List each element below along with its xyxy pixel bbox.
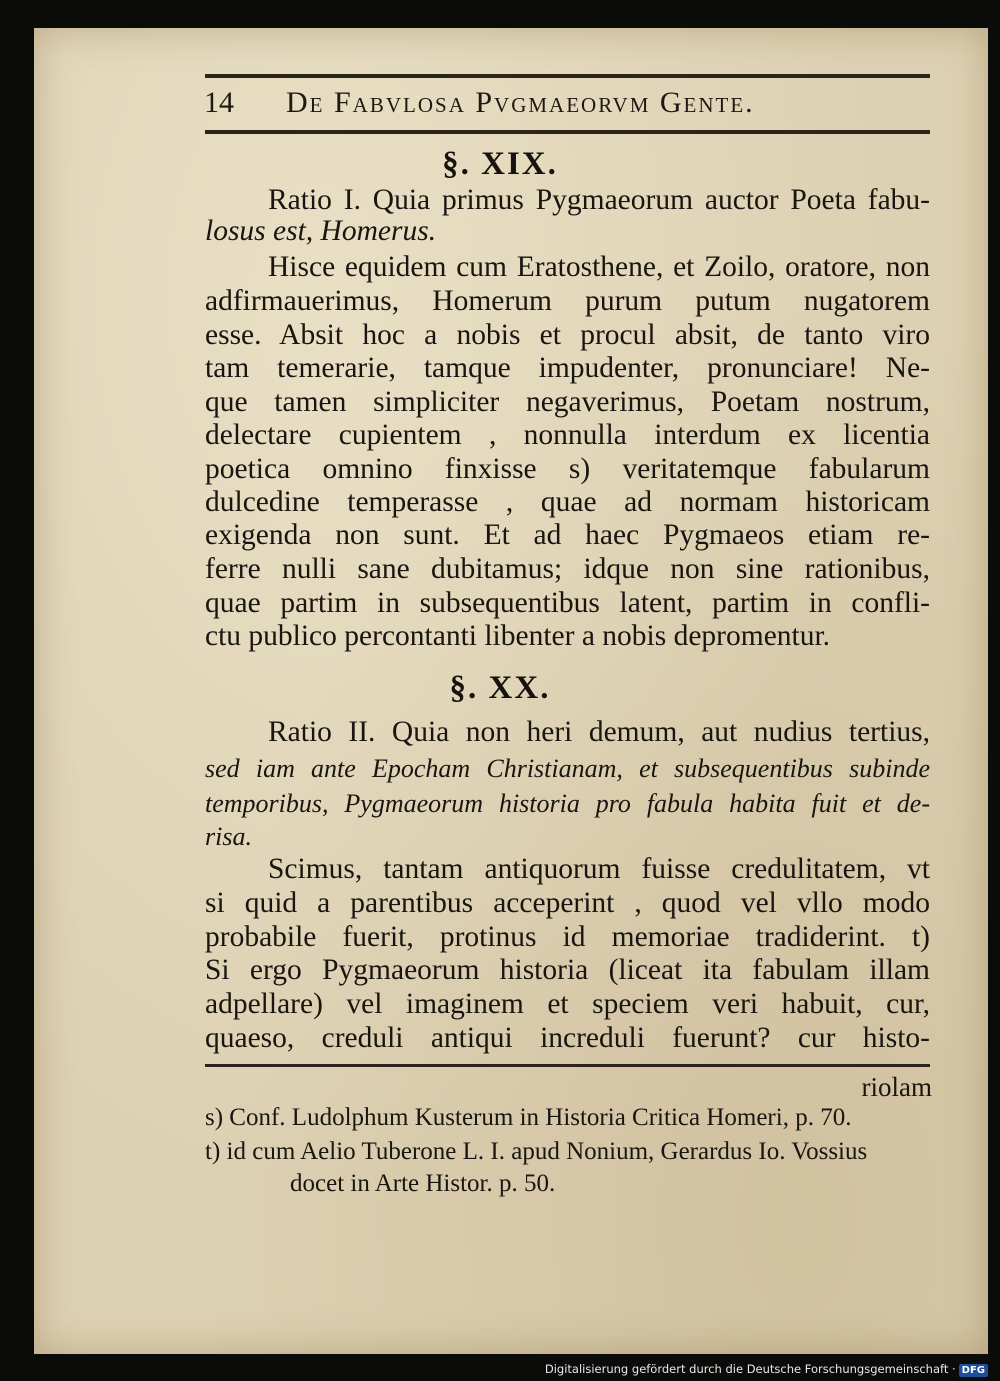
footnote-s: s) Conf. Ludolphum Kusterum in Historia Critica Homeri, p. 70. bbox=[205, 1104, 852, 1131]
text-line: ctu publico percontanti libenter a nobis depromentur. bbox=[205, 620, 831, 652]
text-line: esse. Absit hoc a nobis et procul absit, de tanto viro bbox=[205, 319, 930, 351]
header-rule-top bbox=[205, 74, 930, 78]
footnote-t: t) id cum Aelio Tuberone L. I. apud Nonium, Gerardus Io. Vossius bbox=[205, 1138, 868, 1165]
text-line: Si ergo Pygmaeorum historia (liceat ita fabulam illam bbox=[205, 954, 930, 986]
text-line: que tamen simpliciter negaverimus, Poetam nostrum, bbox=[205, 386, 930, 418]
text-line: adpellare) vel imaginem et speciem veri habuit, cur, bbox=[205, 988, 930, 1020]
section-heading-xx: §. XX. bbox=[449, 670, 551, 706]
dfg-logo-icon: DFG bbox=[959, 1364, 988, 1377]
text-line: delectare cupientem , nonnulla interdum ex licentia bbox=[205, 419, 930, 451]
section-heading-xix: §. XIX. bbox=[442, 146, 558, 182]
running-head bbox=[204, 86, 934, 126]
text-line: Ratio I. Quia primus Pygmaeorum auctor Poeta fabu- bbox=[268, 184, 930, 216]
text-line: sed iam ante Epocham Christianam, et subsequentibus subinde bbox=[205, 754, 930, 783]
text-line: Hisce equidem cum Eratosthene, et Zoilo, oratore, non bbox=[268, 251, 930, 283]
text-line: dulcedine temperasse , quae ad normam historicam bbox=[205, 486, 930, 518]
digitization-credit bbox=[545, 1362, 988, 1377]
text-line: ferre nulli sane dubitamus; idque non sine rationibus, bbox=[205, 553, 930, 585]
text-line: risa. bbox=[205, 822, 252, 851]
footnote-t-continued: docet in Arte Histor. p. 50. bbox=[290, 1170, 556, 1197]
text-line: quaeso, creduli antiqui increduli fuerunt? cur histo- bbox=[205, 1022, 930, 1054]
credit-text: Digitalisierung gefördert durch die Deutsche Forschungsgemeinschaft · bbox=[544, 1362, 956, 1376]
text-line: Ratio II. Quia non heri demum, aut nudius tertius, bbox=[268, 716, 930, 748]
text-line: Scimus, tantam antiquorum fuisse credulitatem, vt bbox=[268, 853, 930, 885]
text-line: quae partim in subsequentibus latent, partim in confli- bbox=[205, 587, 930, 619]
text-line: temporibus, Pygmaeorum historia pro fabula habita fuit et de- bbox=[205, 789, 930, 818]
text-line: adfirmauerimus, Homerum purum putum nugatorem bbox=[205, 285, 930, 317]
text-line: exigenda non sunt. Et ad haec Pygmaeos etiam re- bbox=[205, 519, 930, 551]
text-line: probabile fuerit, protinus id memoriae tradiderint. t) bbox=[205, 921, 930, 953]
footnote-rule bbox=[205, 1064, 930, 1067]
text-line: poetica omnino finxisse s) veritatemque fabularum bbox=[205, 453, 930, 485]
catchword: riolam bbox=[861, 1072, 932, 1102]
text-line: tam temerarie, tamque impudenter, pronunciare! Ne- bbox=[205, 352, 930, 384]
page-number: 14 bbox=[204, 86, 234, 119]
running-title: De Fabvlosa Pvgmaeorvm Gente. bbox=[286, 86, 755, 119]
text-line: si quid a parentibus acceperint , quod vel vllo modo bbox=[205, 887, 930, 919]
text-line: losus est, Homerus. bbox=[205, 215, 437, 247]
header-rule-bottom bbox=[205, 130, 930, 134]
